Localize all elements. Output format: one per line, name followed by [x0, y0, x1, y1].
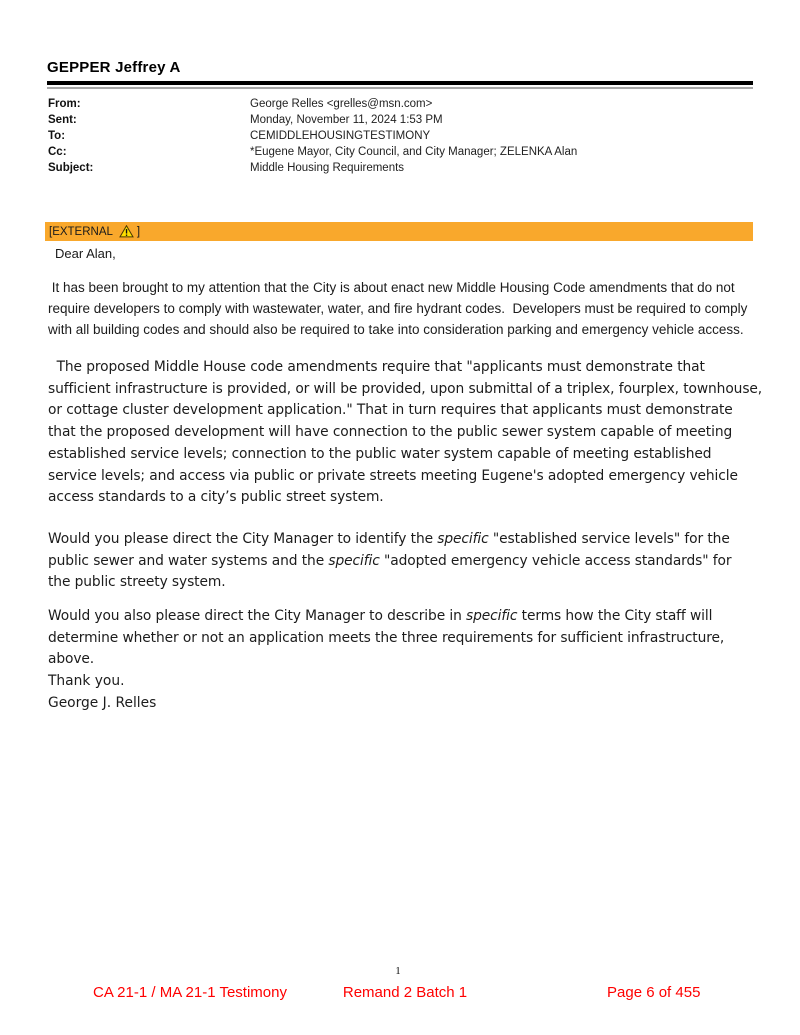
external-banner-prefix: [EXTERNAL — [49, 225, 113, 238]
field-row-subject — [48, 160, 748, 176]
body-paragraph-4: Would you also please direct the City Manager to describe in specific terms how the City staff will determine whether or not an application meets the three requirements for sufficient infrastructure, above. — [48, 608, 729, 668]
header-divider-shadow — [47, 87, 753, 89]
to-label: To: — [48, 130, 66, 142]
field-row-sent — [48, 112, 748, 128]
sent-label: Sent: — [48, 114, 77, 126]
greeting-text: Dear Alan, — [55, 246, 116, 261]
signature-block — [48, 671, 156, 714]
signature-name: George J. Relles — [48, 694, 157, 711]
field-row-from — [48, 96, 748, 112]
from-label: From: — [48, 98, 81, 110]
footer-batch-label: Remand 2 Batch 1 — [342, 984, 468, 1001]
field-row-cc — [48, 144, 748, 160]
header-divider — [47, 81, 753, 85]
cc-label: Cc: — [48, 146, 67, 158]
inner-page-number: 1 — [395, 966, 401, 977]
body-paragraph-3: Would you please direct the City Manager to identify the specific "established service levels" for the public sewer and water systems and the specific "adopted emergency vehicle access standards" for the public streety system. — [48, 531, 736, 591]
email-header-fields — [48, 96, 748, 176]
warning-triangle-icon — [119, 225, 134, 238]
cc-value: *Eugene Mayor, City Council, and City Manager; ZELENKA Alan — [250, 146, 578, 158]
footer-page-label: Page 6 of 455 — [607, 984, 701, 1001]
field-row-to — [48, 128, 748, 144]
external-banner-suffix: ] — [136, 225, 141, 238]
sent-value: Monday, November 11, 2024 1:53 PM — [250, 114, 443, 126]
from-value: George Relles <grelles@msn.com> — [250, 98, 433, 110]
subject-value: Middle Housing Requirements — [250, 162, 405, 174]
closing-text: Thank you. — [48, 673, 125, 689]
footer-case-label: CA 21-1 / MA 21-1 Testimony — [93, 984, 287, 1001]
subject-label: Subject: — [48, 162, 94, 174]
page-title: GEPPER Jeffrey A — [47, 59, 181, 76]
body-paragraph-2: The proposed Middle House code amendments require that "applicants must demonstrate that sufficient infrastructure is provided, or will be provided, upon submittal of a triplex, fourplex, townhouse, or cottage cluster development application." That in turn requires that applicants must demonstrate that the proposed development will have connection to the public sewer system capable of meeting established service levels; connection to the public water system capable of meeting established service levels; and access via public or private streets meeting Eugene's adopted emergency vehicle access standards to a city’s public street system. — [48, 359, 767, 506]
body-paragraph-1: It has been brought to my attention that the City is about enact new Middle Housing Code amendments that do not require developers to comply with wastewater, water, and fire hydrant codes. Developers must be required to comply with all building codes and should also be required to take into consideration parking and emergency vehicle access. — [48, 280, 752, 337]
to-value: CEMIDDLEHOUSINGTESTIMONY — [250, 130, 431, 142]
external-sender-banner — [45, 222, 753, 241]
